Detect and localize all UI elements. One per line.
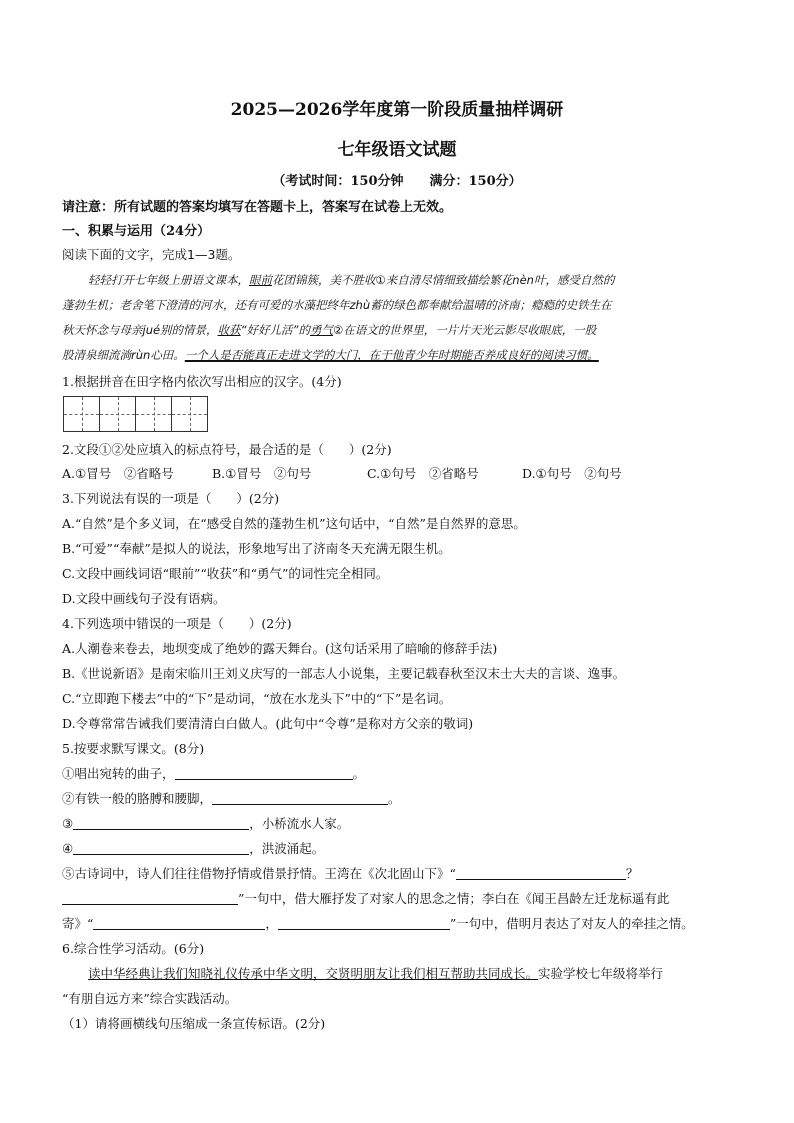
recite-text: ①唱出宛转的曲子， — [62, 766, 175, 781]
grid-cell[interactable] — [135, 396, 172, 432]
q4-option-b: B.《世说新语》是南宋临川王刘义庆写的一部志人小说集，主要记载春秋至汉末士大夫的言谈、逸事。 — [62, 666, 626, 681]
underlined-word: 收获 — [217, 323, 241, 337]
recite-item-2 — [62, 789, 401, 809]
passage-line-1 — [62, 268, 732, 293]
passage-line-4 — [62, 343, 732, 368]
option-b: B.①冒号 ②句号 — [212, 466, 312, 481]
question-5: 5.按要求默写课文。(8分) — [62, 741, 205, 756]
answer-blank[interactable] — [278, 915, 450, 930]
q3-option-b: B.“可爱”“奉献”是拟人的说法，形象地写出了济南冬天充满无限生机。 — [62, 541, 451, 556]
reading-intro: 阅读下面的文字，完成1—3题。 — [62, 247, 241, 262]
answer-blank[interactable] — [175, 765, 353, 780]
recite-text: ， — [265, 916, 278, 931]
q3-option-a: A.“自然”是个多义词，在“感受自然的蓬勃生机”这句话中，“自然”是自然界的意思。 — [62, 516, 526, 531]
exam-title: 2025—2026学年度第一阶段质量抽样调研 — [230, 100, 564, 120]
question-2: 2.文段①②处应填入的标点符号，最合适的是（ ）(2分) — [62, 442, 392, 457]
recite-item-1 — [62, 764, 365, 784]
grid-cell[interactable] — [171, 396, 208, 432]
underlined-word: 勇气 — [309, 323, 333, 337]
q6-subquestion-1: （1）请将画横线句压缩成一条宣传标语。(2分) — [62, 1016, 326, 1031]
q6-text-line-2: “有朋自远方来”综合实践活动。 — [62, 991, 238, 1006]
recite-text: ？ — [625, 866, 639, 881]
recite-text: 。 — [352, 766, 366, 781]
q4-option-d: D.令尊常常告诫我们要清清白白做人。(此句中“令尊”是称对方父亲的敬词) — [62, 716, 474, 731]
recite-text: ②有铁一般的胳膊和腰脚， — [62, 791, 213, 806]
q4-option-a: A.人潮卷来卷去，地坝变成了绝妙的露天舞台。(这句话采用了暗喻的修辞手法) — [62, 641, 498, 656]
passage-text: 股清泉细流淌rùn心田。 — [62, 348, 185, 362]
q6-text: 实验学校七年级将举行 — [538, 966, 664, 981]
question-4: 4.下列选项中错误的一项是（ ）(2分) — [62, 616, 292, 631]
q4-option-c: C.“立即跑下楼去”中的“下”是动词，“放在水龙头下”中的“下”是名词。 — [62, 691, 452, 706]
question-6: 6.综合性学习活动。(6分) — [62, 941, 205, 956]
option-a: A.①冒号 ②省略号 — [62, 466, 174, 481]
recite-text: ”一句中，借大雁抒发了对家人的思念之情；李白在《闻王昌龄左迁龙标遥有此 — [238, 891, 670, 906]
exam-notice: 请注意：所有试题的答案均填写在答题卡上，答案写在试卷上无效。 — [62, 200, 453, 215]
answer-blank[interactable] — [456, 865, 626, 880]
question-2-options — [62, 464, 622, 484]
exam-meta: （考试时间：150分钟 满分：150分） — [272, 174, 522, 189]
recite-item-5-line-2 — [62, 889, 669, 909]
question-1: 1.根据拼音在田字格内依次写出相应的汉字。(4分) — [62, 374, 342, 389]
grid-cell[interactable] — [99, 396, 136, 432]
passage-text: 花团锦簇，美不胜收①来自清尽情细致描绘繁花nèn叶，感受自然的 — [272, 273, 615, 287]
recite-text: 。 — [388, 791, 401, 806]
passage-line-3 — [62, 318, 732, 343]
passage-text: 秋天怀念与母亲jué别的情景， — [62, 323, 218, 337]
recite-item-5-line-3 — [62, 914, 694, 934]
tianzige-grid — [64, 396, 208, 432]
passage-text: “好好儿活”的 — [240, 323, 310, 337]
exam-subtitle: 七年级语文试题 — [337, 140, 457, 160]
q3-option-d: D.文段中画线句子没有语病。 — [62, 591, 226, 606]
recite-text: ⑤古诗词中，诗人们往往借物抒情或借景抒情。王湾在《次北固山下》“ — [62, 866, 456, 881]
answer-blank[interactable] — [73, 815, 249, 830]
underlined-word: 眼前 — [249, 273, 272, 287]
recite-item-4 — [62, 839, 324, 859]
grid-cell[interactable] — [63, 396, 100, 432]
underlined-sentence: 读中华经典让我们知晓礼仪传承中华文明，交贤明朋友让我们相互帮助共同成长。 — [88, 966, 539, 981]
question-3: 3.下列说法有误的一项是（ ）(2分) — [62, 491, 280, 506]
answer-blank[interactable] — [212, 790, 388, 805]
recite-text: ”一句中，借明月表达了对友人的牵挂之情。 — [449, 916, 694, 931]
answer-blank[interactable] — [62, 890, 238, 905]
q6-text-line-1 — [62, 964, 663, 984]
passage-line-2: 蓬勃生机；老舍笔下澄清的河水，还有可爱的水藻把终年zhù蓄的绿色都奉献给温晴的济南；瘾瘾的史铁生在 — [62, 298, 612, 312]
q3-option-c: C.文段中画线词语“眼前”“收获”和“勇气”的词性完全相同。 — [62, 566, 389, 581]
passage-text: 轻轻打开七年级上册语文课本， — [88, 273, 249, 287]
recite-item-5-line-1 — [62, 864, 638, 884]
recite-item-3 — [62, 814, 349, 834]
underlined-sentence: 一个人是否能真正走进文学的大门，在于他青少年时期能否养成良好的阅读习惯。 — [184, 348, 599, 362]
section-heading: 一、积累与运用（24分） — [62, 224, 211, 239]
recite-text: ④ — [62, 841, 74, 856]
passage-text: ②在语文的世界里，一片片天光云影尽收眼底，一股 — [332, 323, 597, 337]
option-c: C.①句号 ②省略号 — [367, 466, 479, 481]
option-d: D.①句号 ②句号 — [522, 466, 622, 481]
answer-blank[interactable] — [93, 915, 265, 930]
recite-text: 寄》“ — [62, 916, 94, 931]
answer-blank[interactable] — [73, 840, 249, 855]
recite-text: ，小桥流水人家。 — [249, 816, 350, 831]
recite-text: ③ — [62, 816, 74, 831]
recite-text: ，洪波涌起。 — [249, 841, 325, 856]
